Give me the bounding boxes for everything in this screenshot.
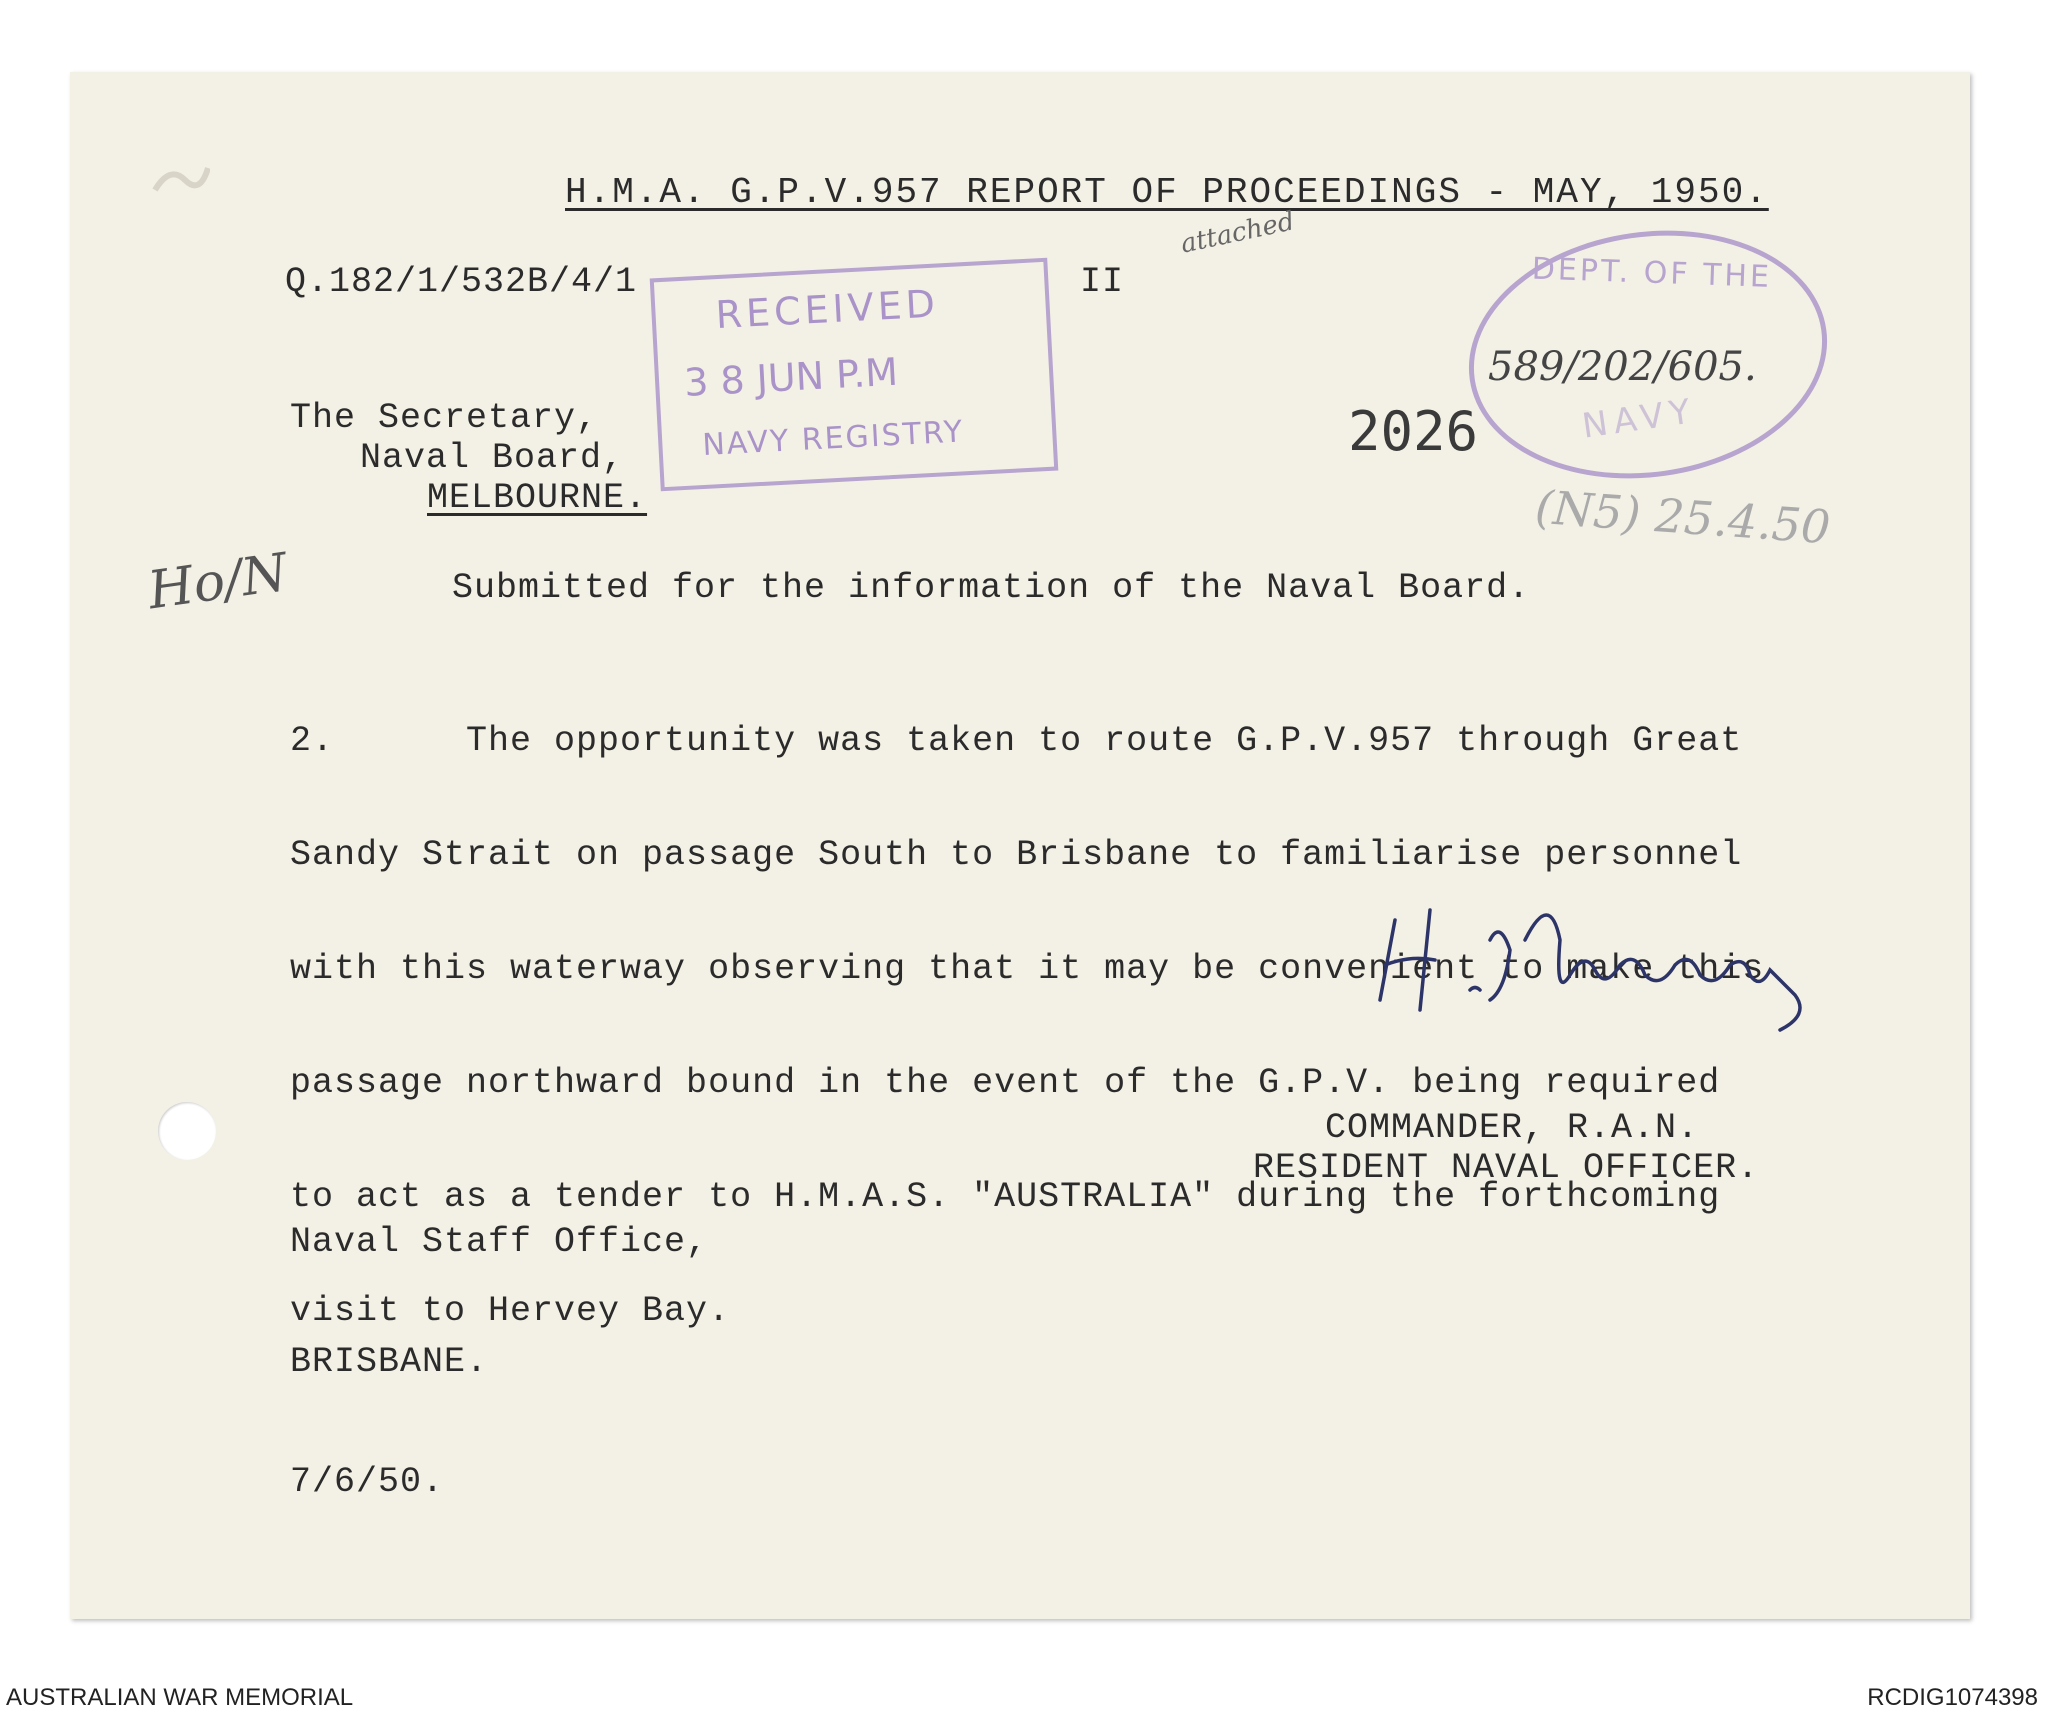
received-stamp-date: 3 8 JUN P.M xyxy=(683,349,899,405)
paragraph-2-line: to act as a tender to H.M.A.S. "AUSTRALIA" during the forthcoming xyxy=(290,1177,1721,1217)
paragraph-2-line: 2. The opportunity was taken to route G.P.V.957 through Great xyxy=(290,721,1743,761)
department-stamp-top: DEPT. OF THE xyxy=(1531,251,1773,295)
received-stamp xyxy=(650,258,1059,492)
handwritten-file-number: 589/202/605. xyxy=(1488,344,1757,390)
registry-number: 2026 xyxy=(1348,400,1479,463)
handwritten-signature xyxy=(1340,880,1900,1060)
paragraph-2-line: visit to Hervey Bay. xyxy=(290,1291,731,1331)
addressee-line-3: MELBOURNE. xyxy=(427,478,648,518)
origin-date: 7/6/50. xyxy=(290,1462,445,1502)
handwritten-hon-note: Ho/N xyxy=(144,542,292,622)
received-stamp-line1: RECEIVED xyxy=(714,281,940,338)
footer-identifier: RCDIG1074398 xyxy=(1867,1684,2038,1711)
paper-tear-mark xyxy=(150,160,210,200)
origin-block xyxy=(290,1142,708,1542)
signatory-rank: COMMANDER, R.A.N. xyxy=(1325,1108,1700,1148)
reference-number: Q.182/1/532B/4/1 xyxy=(285,262,638,302)
submitted-line: Submitted for the information of the Naval Board. xyxy=(452,568,1531,608)
paragraph-2-line: Sandy Strait on passage South to Brisbane to familiarise personnel xyxy=(290,835,1743,875)
origin-line-2: BRISBANE. xyxy=(290,1342,489,1382)
document-title: H.M.A. G.P.V.957 REPORT OF PROCEEDINGS - MAY, 1950. xyxy=(565,172,1769,213)
pencil-date-note: (N5) 25.4.50 xyxy=(1533,479,1833,555)
signatory-title: RESIDENT NAVAL OFFICER. xyxy=(1253,1148,1760,1188)
handwritten-attached-note: attached xyxy=(1178,206,1298,260)
department-stamp-bottom: NAVY xyxy=(1579,391,1699,447)
paragraph-2-line: with this waterway observing that it may be convenient to make this xyxy=(290,949,1765,989)
paragraph-2-line: passage northward bound in the event of the G.P.V. being required xyxy=(290,1063,1721,1103)
roman-numeral: II xyxy=(1080,262,1125,302)
footer-institution: AUSTRALIAN WAR MEMORIAL xyxy=(6,1684,354,1711)
punch-hole xyxy=(158,1102,216,1160)
received-stamp-registry: NAVY REGISTRY xyxy=(701,414,966,464)
origin-line-1: Naval Staff Office, xyxy=(290,1222,709,1262)
addressee-line-1: The Secretary, xyxy=(290,398,599,438)
addressee-line-2: Naval Board, xyxy=(360,438,625,478)
